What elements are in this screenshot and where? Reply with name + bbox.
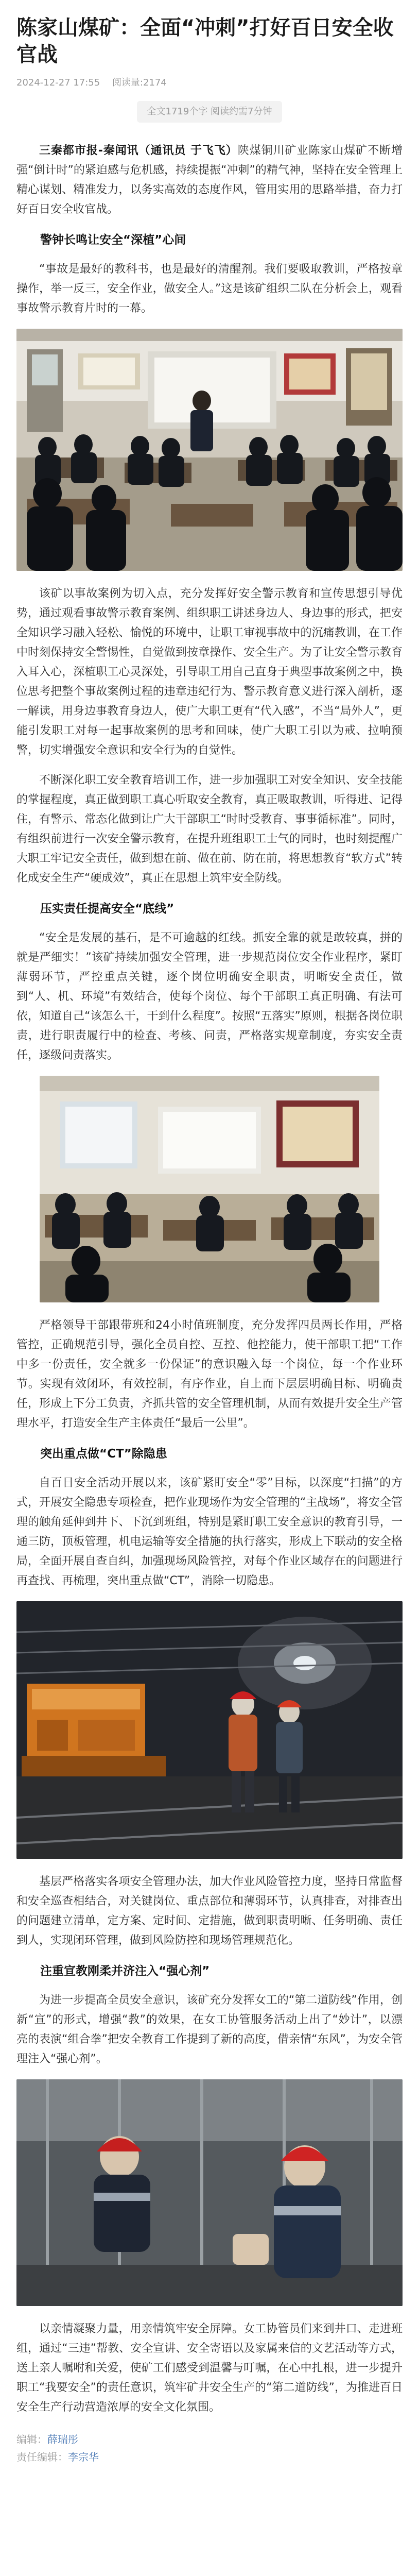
meeting-illustration (16, 329, 403, 571)
editor-label: 编辑： (16, 2433, 47, 2446)
photo-safety-meeting (16, 329, 403, 571)
paragraph: 为进一步提高全员安全意识，该矿充分发挥女工的“第二道防线”作用，创新“宣”的形式，增强“教”的效果，在女工协管服务活动上出了“妙计”，以漂亮的表演“组合拳”把安全教育工作提到了新的高度，借亲情“东风”，为安全管理注入“强心剂”。 (16, 1994, 403, 2065)
chief-editor-name[interactable]: 李宗华 (68, 2451, 99, 2463)
section-heading-3: 突出重点做“CT”除隐患 (40, 1447, 167, 1461)
paragraph: 该矿以事故案例为切入点，充分发挥好安全警示教育和宣传思想引导优势，通过观看事故警示教育案例、组织职工讲述身边人、身边事的形式，把安全知识学习融入轻松、愉悦的环境中，让职工审视事故中的沉痛教训，在工作中时刻保持安全警惕性，自觉做到按章操作、安全生产。为了让安全警示教育入耳入心，深植职工心灵深处，引导职工用自己直身于典型事故案例之中，换位思考把整个事故案例过程的违章违纪行为、警示教育意义进行深入剖析，逐一解读，用身边事教育身边人，使广大职工更有“代入感”，不当“局外人”，更能引发职工对每一起事故案例的思考和回味，使广大职工引以为戒、拉响预警，切实增强安全意识和安全行为的自觉性。 (16, 587, 403, 757)
view-count: 阅读量:2174 (112, 77, 167, 88)
tunnel-illustration (16, 1601, 403, 1859)
dateline: 三秦都市报-秦闻讯（通讯员 于飞飞） (39, 144, 238, 157)
editor-name[interactable]: 薛瑞彤 (47, 2433, 78, 2446)
reading-stats: 全文1719个字 阅读约需7分钟 (137, 101, 283, 123)
editor-line (16, 2431, 403, 2448)
paragraph: “事故是最好的教科书，也是最好的清醒剂。我们要吸取教训，严格按章操作，举一反三，安全作业，做安全人。”这是该矿组织二队在分析会上，观看事故警示教育片时的一幕。 (16, 263, 403, 315)
paragraph: 基层严格落实各项安全管理办法，加大作业风险管控力度，坚持日常监督和安全巡查相结合，对关键岗位、重点部位和薄弱环节，认真排查，对排查出的问题建立清单，定方案、定时间、定措施，做到职责明晰、任务明确、责任到人，实现闭环管理，做到风险防控和现场管理规范化。 (16, 1875, 403, 1947)
paragraph: 自百日安全活动开展以来，该矿紧盯安全“零”目标，以深度“扫描”的方式，开展安全隐患专项检查，把作业现场作为安全管理的“主战场”，将安全管理的触角延伸到井下、下沉到班组，特别是紧盯职工安全意识的教育引导，一通三防，顶板管理，机电运输等安全措施的执行落实，形成上下联动的安全格局，全面开展自查自纠，加强现场风险管控，对每个作业区域存在的问题进行再查找、再梳理，突出重点做“CT”，消除一切隐患。 (16, 1477, 403, 1587)
paragraph: 严格领导干部跟带班和24小时值班制度，充分发挥四员两长作用，严格管控，正确规范引导，强化全员自控、互控、他控能力，使干部职工把“工作中多一份责任，安全就多一份保证”的意识融入每一个岗位，每一个作业环节。实现有效闭环，有效控制，有序作业，自上而下层层明确目标、明确责任，形成上下分工负责，齐抓共管的安全管理机制，从而有效提升安全生产管理水平，打造安全生产主体责任“最后一公里”。 (16, 1319, 403, 1430)
paragraph: “安全是发展的基石，是不可逾越的红线。抓安全靠的就是敢较真，拼的就是严细实！”该矿持续加强安全管理，进一步规范岗位安全作业程序，紧盯薄弱环节，严控重点关键，逐个岗位明确安全职责，明晰安全责任，做到“人、机、环境”有效结合，使每个岗位、每个干部职工真正明确、有法可依，知道自己“该怎么干，干到什么程度”。按照“五落实”原则，根据各岗位职责，进行职责履行中的检查、考核、问责，严格落实规章制度，夯实安全责任，逐级问责落实。 (16, 931, 403, 1062)
article-title: 陈家山煤矿：全面“冲刺”打好百日安全收官战 (16, 16, 394, 66)
article-footer (16, 2431, 403, 2466)
training-illustration (40, 1076, 379, 1302)
photo-family-care-visit (16, 2079, 403, 2306)
publish-date: 2024-12-27 17:55 (16, 77, 100, 88)
paragraph: 以亲情凝聚力量，用亲情筑牢安全屏障。女工协管员们来到井口、走进班组，通过“三违”帮教、安全宣讲、安全寄语以及家属来信的文艺活动等方式，送上亲人嘱咐和关爱，使矿工们感受到温馨与叮嘱，在心中扎根，进一步提升职工“我要安全”的责任意识，筑牢矿井安全生产的“第二道防线”，为推进百日安全生产行动营造浓厚的安全文化氛围。 (16, 2323, 403, 2414)
chief-editor-label: 责任编辑： (16, 2451, 68, 2463)
paragraph-lead (16, 141, 403, 219)
visit-illustration (16, 2079, 403, 2306)
lead-text: 陕煤铜川矿业陈家山煤矿不断增强“倒计时”的紧迫感与危机感，持续提振“冲刺”的精气神，坚持在安全管理上精心谋划、精准发力，以务实高效的态度作风，管用实用的思路举措，奋力打好百日安全收官战。 (16, 144, 403, 216)
section-heading-2: 压实责任提高安全“底线” (40, 902, 174, 916)
photo-training-room (40, 1076, 379, 1302)
section-heading-1: 警钟长鸣让安全“深植”心间 (40, 233, 186, 247)
paragraph: 不断深化职工安全教育培训工作，进一步加强职工对安全知识、安全技能的掌握程度，真正做到职工真心听取安全教育，真正吸取教训，听得进、记得住，有警示、常态化做到让广大干部职工“时时受教育、事事循标准”。同时，有组织前进行一次安全警示教育，在提升班组职工士气的同时，也时刻提醒广大职工牢记安全责任，做到想在前、做在前、防在前，将思想教育“软方式”转化成安全生产“硬成效”，真正在思想上筑牢安全防线。 (16, 774, 403, 885)
reading-stats-wrap (16, 101, 403, 123)
article-meta (16, 75, 403, 89)
photo-underground-inspection (16, 1601, 403, 1859)
chief-editor-line (16, 2448, 403, 2466)
section-heading-4: 注重宣教刚柔并济注入“强心剂” (40, 1964, 210, 1978)
